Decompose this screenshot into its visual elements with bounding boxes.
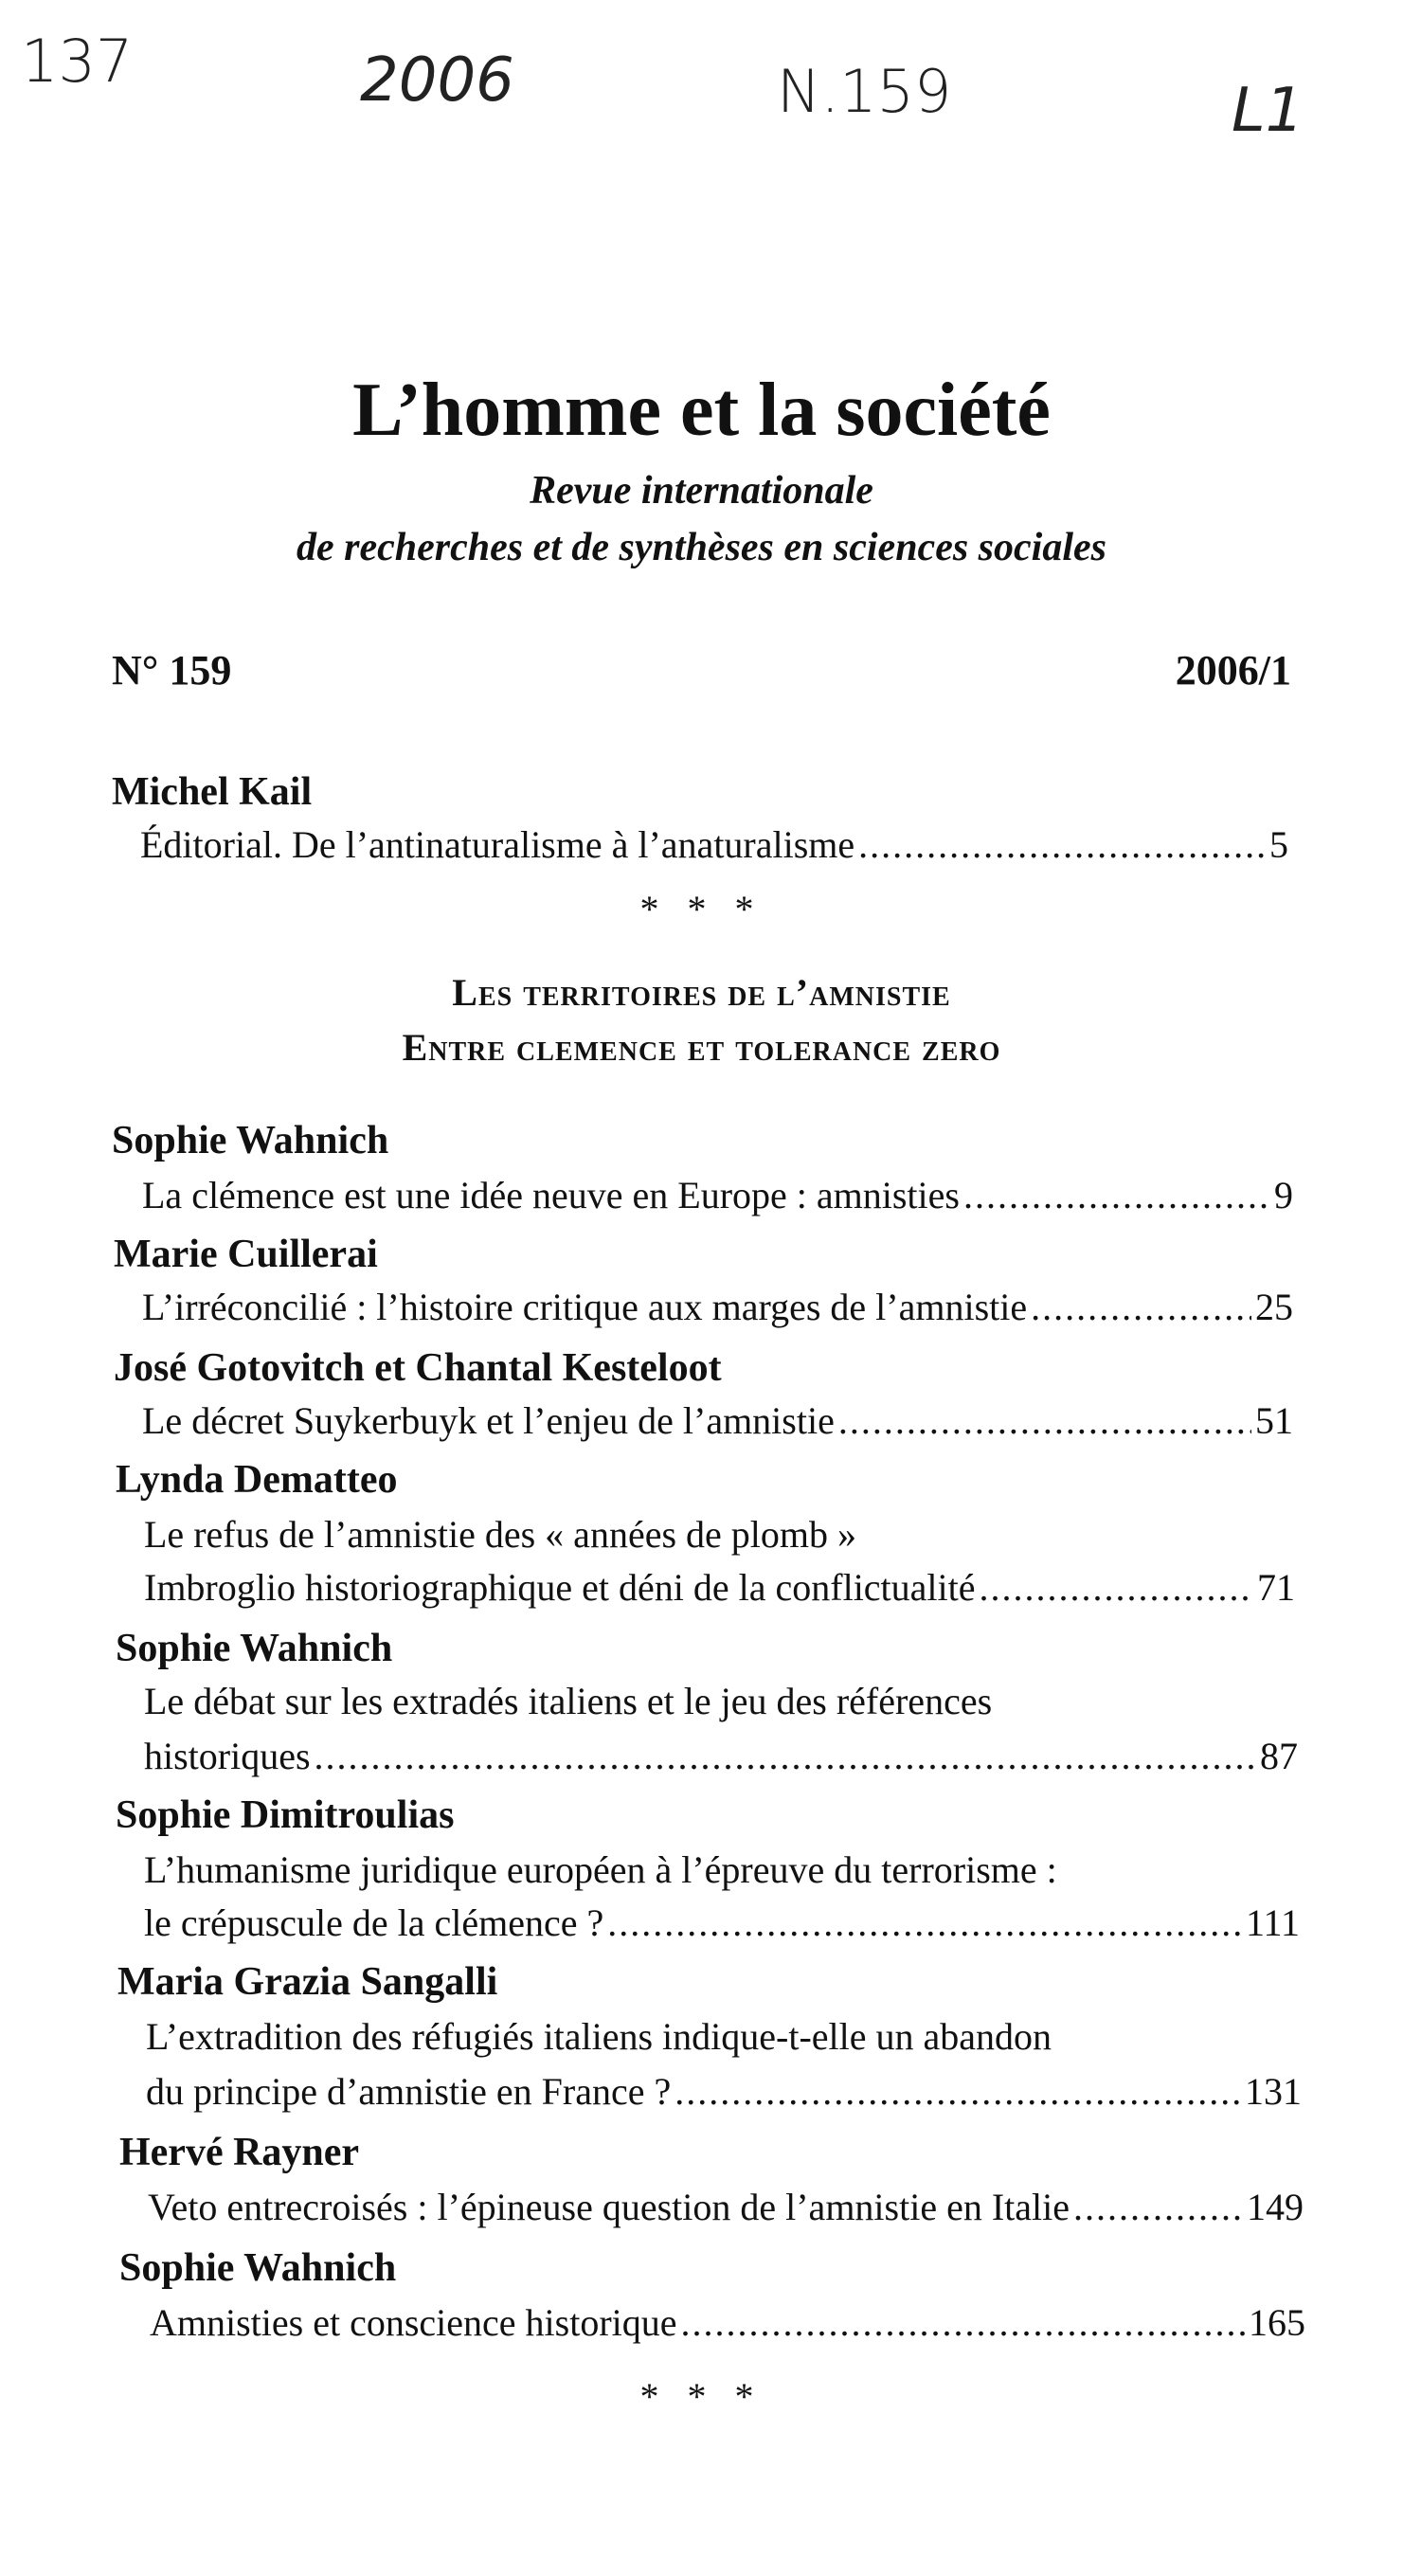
leader-dots (607, 1900, 1242, 1945)
leader-dots (838, 1398, 1251, 1443)
page-number: 25 (1255, 1286, 1293, 1328)
page-number: 51 (1255, 1399, 1293, 1442)
article-title: Veto entrecroisés : l’épineuse question de l’amnistie en Italie (148, 2186, 1070, 2228)
article-title-line1: L’humanisme juridique européen à l’épreuve du terrorisme : (144, 1848, 1057, 1891)
article-author: Hervé Rayner (119, 2131, 360, 2174)
handwritten-mark: L1 (1232, 76, 1304, 146)
page-number: 5 (1269, 823, 1288, 866)
issue-info (112, 646, 1291, 694)
article-entry (150, 2300, 1305, 2345)
article-title: L’irréconcilié : l’histoire critique aux marges de l’amnistie (142, 1286, 1028, 1328)
page-number: 111 (1245, 1901, 1300, 1944)
leader-dots (1073, 2185, 1243, 2229)
handwritten-ref: 137 (21, 27, 134, 96)
article-title: Amnisties et conscience historique (150, 2301, 677, 2344)
section-title-1: Les territoires de l’amnistie (452, 971, 951, 1014)
journal-subtitle-2: de recherches et de synthèses en sciences sociales (297, 526, 1106, 569)
article-entry (142, 1285, 1293, 1329)
article-author: Sophie Wahnich (116, 1627, 393, 1670)
journal-title: L’homme et la société (352, 369, 1051, 452)
leader-dots (675, 2069, 1241, 2114)
editorial-title: Éditorial. De l’antinaturalisme à l’anaturalisme (140, 823, 855, 866)
page-number: 131 (1245, 2070, 1302, 2113)
article-entry (146, 2069, 1302, 2114)
article-entry (144, 1734, 1298, 1778)
issue-date: 2006/1 (1175, 647, 1291, 694)
article-entry (148, 2185, 1304, 2229)
page-number: 87 (1260, 1735, 1298, 1777)
leader-dots (963, 1173, 1270, 1217)
article-title: La clémence est une idée neuve en Europe : amnisties (142, 1174, 960, 1216)
journal-subtitle-1: Revue internationale (530, 469, 873, 513)
article-entry (144, 1900, 1300, 1945)
article-entry (142, 1173, 1293, 1217)
leader-dots (858, 822, 1266, 867)
separator: * * * (639, 888, 764, 930)
article-title: historiques (144, 1735, 311, 1777)
leader-dots (980, 1565, 1253, 1610)
leader-dots (1031, 1285, 1251, 1329)
handwritten-year: 2006 (360, 45, 514, 116)
editorial-entry (140, 822, 1288, 867)
handwritten-number: N.159 (777, 57, 952, 126)
article-author: Marie Cuillerai (114, 1233, 378, 1276)
article-entry (144, 1565, 1295, 1610)
article-author: José Gotovitch et Chantal Kesteloot (114, 1346, 722, 1390)
leader-dots (681, 2300, 1245, 2345)
article-author: Maria Grazia Sangalli (117, 1960, 498, 2004)
article-author: Sophie Wahnich (119, 2246, 397, 2290)
section-title-2: Entre clemence et tolerance zero (402, 1026, 1001, 1069)
article-author: Sophie Dimitroulias (116, 1793, 455, 1837)
article-title-line1: Le débat sur les extradés italiens et le jeu des références (144, 1680, 993, 1722)
article-title: Le décret Suykerbuyk et l’enjeu de l’amnistie (142, 1399, 835, 1442)
article-title-line1: Le refus de l’amnistie des « années de plomb » (144, 1513, 856, 1556)
article-author: Sophie Wahnich (112, 1119, 389, 1162)
separator: * * * (639, 2375, 764, 2418)
leader-dots (315, 1734, 1256, 1778)
page-number: 9 (1274, 1174, 1293, 1216)
article-title: le crépuscule de la clémence ? (144, 1901, 604, 1944)
issue-number: N° 159 (112, 647, 232, 694)
article-title: du principe d’amnistie en France ? (146, 2070, 672, 2113)
article-entry (142, 1398, 1293, 1443)
article-title: Imbroglio historiographique et déni de la conflictualité (144, 1566, 976, 1609)
editorial-author: Michel Kail (112, 770, 313, 814)
page-number: 165 (1249, 2301, 1305, 2344)
page-number: 149 (1247, 2186, 1304, 2228)
article-title-line1: L’extradition des réfugiés italiens indique-t-elle un abandon (146, 2015, 1052, 2058)
article-author: Lynda Dematteo (116, 1458, 398, 1502)
page-number: 71 (1257, 1566, 1295, 1609)
